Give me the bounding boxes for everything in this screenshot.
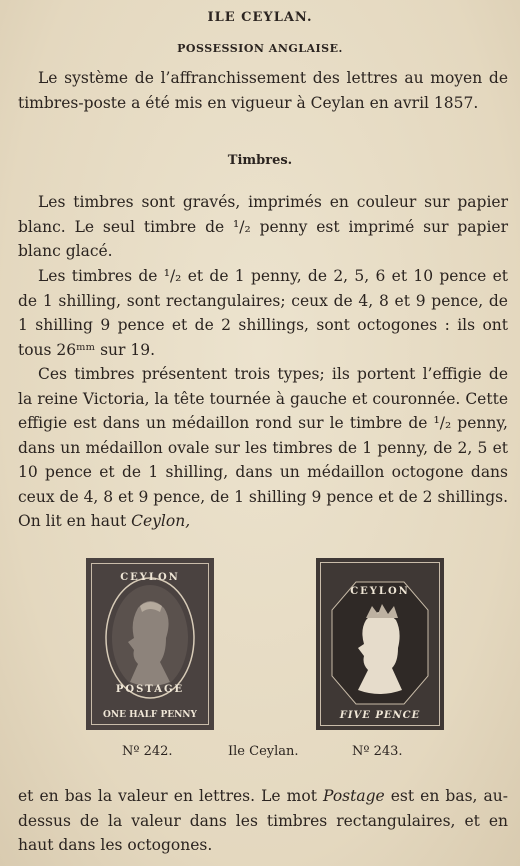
paragraph-3 bbox=[18, 362, 508, 534]
page-subtitle: POSSESSION ANGLAISE. bbox=[177, 42, 343, 55]
intro-paragraph bbox=[18, 66, 508, 115]
stamp-left-bottom-text: ONE HALF PENNY bbox=[103, 710, 197, 720]
paragraph-2-text: Les timbres de ¹/₂ et de 1 penny, de 2, 5, 6 et 10 pence et de 1 shilling, sont rectangulaires; ceux de 4, 8 et 9 pence, de 1 shilling 9 pence et de 2 shillings, sont octogones : ils ont tous 26ᵐᵐ sur 19. bbox=[18, 267, 508, 359]
postage-italic: Postage bbox=[323, 787, 385, 805]
paragraph-2 bbox=[18, 264, 508, 362]
stamp-five-pence bbox=[316, 558, 444, 730]
section-title: Timbres. bbox=[227, 153, 293, 168]
paragraph-4-text-b: est en bas, au-dessus de la valeur dans les timbres rectangulaires, et en haut dans les octogones. bbox=[18, 787, 508, 854]
paragraph-4-text-a: et en bas la valeur en lettres. Le mot bbox=[18, 787, 324, 805]
queen-crowned-portrait-icon bbox=[316, 558, 444, 730]
stamp-right-bottom-text: FIVE PENCE bbox=[339, 710, 421, 721]
caption-left: Nº 242. bbox=[122, 744, 173, 759]
ceylon-italic: Ceylon, bbox=[131, 512, 191, 530]
paragraph-1-text: Les timbres sont gravés, imprimés en couleur sur papier blanc. Le seul timbre de ¹/₂ penny est imprimé sur papier blanc glacé. bbox=[18, 193, 508, 260]
page-title: ILE CEYLAN. bbox=[207, 10, 313, 25]
stamp-right-top-text: CEYLON bbox=[350, 586, 410, 597]
paragraph-1 bbox=[18, 190, 508, 264]
stamp-one-half-penny bbox=[86, 558, 214, 730]
paragraph-4 bbox=[18, 784, 508, 858]
stamp-left-top-text: CEYLON bbox=[120, 572, 180, 583]
caption-center: Ile Ceylan. bbox=[228, 744, 299, 759]
caption-right: Nº 243. bbox=[352, 744, 403, 759]
intro-text: Le système de l’affranchissement des lettres au moyen de timbres-poste a été mis en vigueur à Ceylan en avril 1857. bbox=[18, 69, 508, 112]
stamp-left-middle-text: POSTAGE bbox=[115, 684, 185, 695]
queen-portrait-icon bbox=[86, 558, 214, 730]
paragraph-3-text: Ces timbres présentent trois types; ils portent l’effigie de la reine Victoria, la tête tournée à gauche et couronnée. Cette effigie est dans un médaillon rond sur le timbre de ¹/₂ penny, dans un médaillon ovale sur les timbres de 1 penny, de 2, 5 et 10 pence et de 1 shilling, dans un médaillon octogone dans ceux de 4, 8 et 9 pence, de 1 shilling 9 pence et de 2 shillings. On lit en haut bbox=[18, 365, 508, 530]
